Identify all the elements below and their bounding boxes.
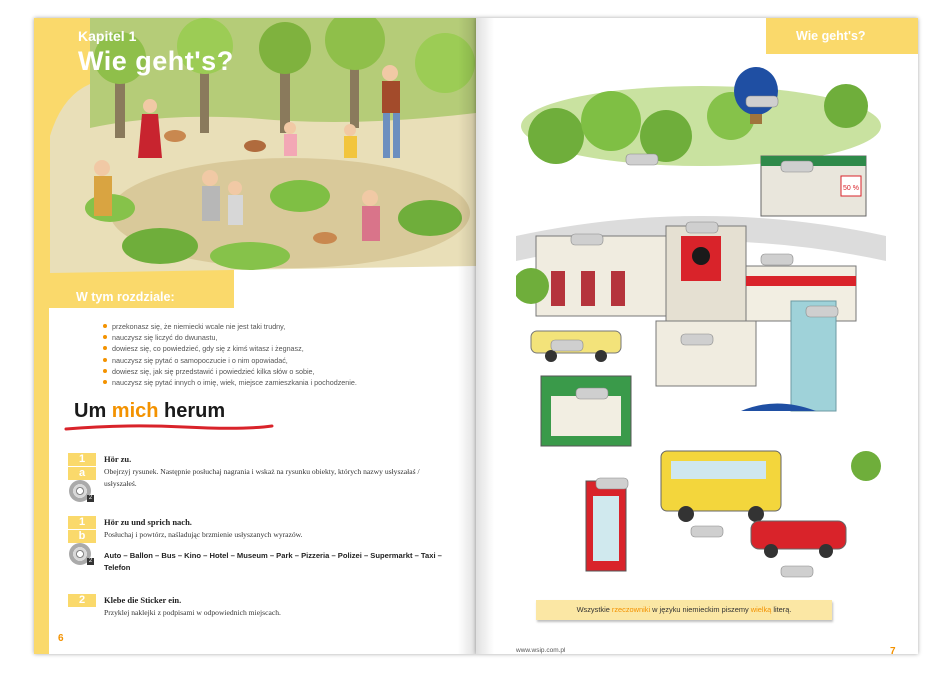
exercise-title: Hör zu und sprich nach. [104, 517, 192, 527]
gutter-shadow [458, 18, 476, 654]
bullet-icon [103, 369, 107, 373]
sticker-slot[interactable] [571, 234, 603, 245]
page-number: 6 [58, 633, 64, 644]
section-subheading: W tym rozdziale: [76, 290, 175, 304]
red-car [751, 521, 846, 558]
list-item: dowiesz się, co powiedzieć, gdy się z kimś witasz i żegnasz, [103, 343, 357, 354]
sticker-slot[interactable] [576, 388, 608, 399]
town-scene-illustration [516, 66, 886, 591]
sticker-slot[interactable] [596, 478, 628, 489]
exercise-title: Klebe die Sticker ein. [104, 595, 182, 605]
chapter-label: Kapitel 1 [78, 28, 137, 44]
sticker-slot[interactable] [551, 340, 583, 351]
bullet-icon [103, 380, 107, 384]
exercise-number-badge: 2 [68, 594, 96, 607]
woman-walking-dog [362, 190, 380, 241]
list-item: nauczysz się pytać innych o imię, wiek, miejsce zamieszkania i pochodzenie. [103, 377, 357, 388]
exercise-instruction: Przyklej naklejki z podpisami w odpowiednich miejscach. [104, 608, 281, 617]
cd-track-number: 2 [88, 495, 93, 501]
bullet-icon [103, 324, 107, 328]
old-man [94, 160, 112, 216]
bullet-icon [103, 335, 107, 339]
exercise-instruction: Obejrzyj rysunek. Następnie posłuchaj nagrania i wskaż na rysunku obiekty, których nazwy usłyszałaś / usłyszałeś. [104, 467, 420, 488]
left-page [34, 18, 476, 654]
chapter-goals-list [103, 321, 357, 388]
section-title: Um mich herum [74, 400, 226, 422]
red-brush-underline [64, 423, 274, 433]
boy-yellow [344, 124, 357, 158]
sticker-slot[interactable] [691, 526, 723, 537]
list-item: dowiesz się, jak się przedstawić i powiedzieć kilka słów o sobie, [103, 366, 357, 377]
sticker-slot[interactable] [781, 161, 813, 172]
vocabulary-word-list: Auto – Ballon – Bus – Kino – Hotel – Museum – Park – Pizzeria – Polizei – Supermarkt – Taxi – Telefon [104, 551, 442, 572]
right-page [476, 18, 918, 654]
sticker-slot[interactable] [761, 254, 793, 265]
sticker-slot[interactable] [686, 222, 718, 233]
supermarket-building [761, 156, 866, 216]
page-number: 7 [890, 646, 896, 654]
sticker-slot[interactable] [806, 306, 838, 317]
grammar-note: Wszystkie rzeczowniki w języku niemieckim piszemy wielką literą. [536, 600, 832, 620]
cd-track-number: 2 [88, 558, 93, 564]
gutter-shadow [476, 18, 494, 654]
sticker-slot[interactable] [626, 154, 658, 165]
girl-pink [284, 122, 297, 156]
bullet-icon [103, 358, 107, 362]
sticker-slot[interactable] [781, 566, 813, 577]
sale-sign: 50 % [843, 185, 859, 192]
sticker-slot[interactable] [746, 96, 778, 107]
list-item: nauczysz się pytać o samopoczucie i o nim opowiadać, [103, 355, 357, 366]
bus [661, 451, 781, 522]
exercise-number-badge: 1 a [68, 453, 96, 480]
sticker-slot[interactable] [681, 334, 713, 345]
chapter-title: Wie geht's? [78, 46, 234, 76]
bullet-icon [103, 346, 107, 350]
chapter-tab: Wie geht's? [766, 18, 918, 54]
list-item: nauczysz się liczyć do dwunastu, [103, 332, 357, 343]
publisher-url: www.wsip.com.pl [516, 647, 566, 654]
exercise-title: Hör zu. [104, 454, 132, 464]
exercise-instruction: Posłuchaj i powtórz, naśladując brzmienie usłyszanych wyrazów. [104, 530, 303, 539]
exercise-number-badge: 1 b [68, 516, 96, 543]
list-item: przekonasz się, że niemiecki wcale nie jest taki trudny, [103, 321, 357, 332]
